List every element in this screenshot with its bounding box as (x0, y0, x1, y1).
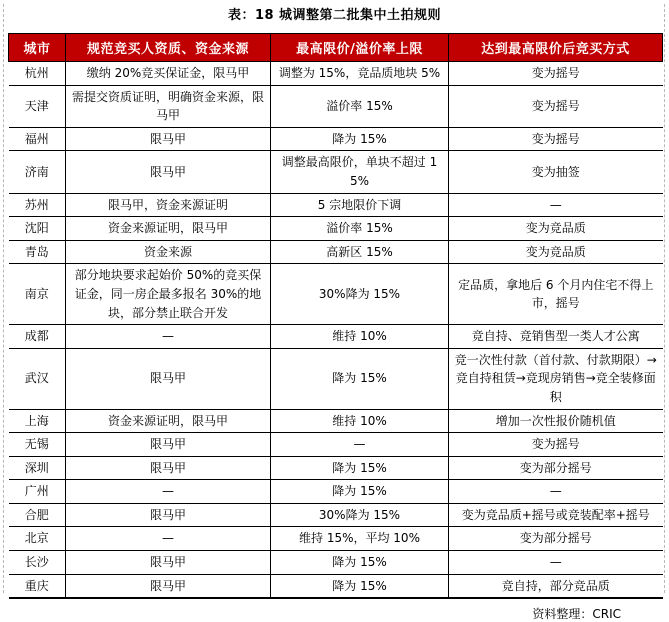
price-cap-cell: 溢价率 15% (271, 217, 449, 241)
city-cell: 重庆 (9, 574, 66, 598)
table-row (9, 151, 663, 193)
qualification-cell: 限马甲 (66, 348, 271, 409)
price-cap-cell: 降为 15% (271, 456, 449, 480)
price-cap-cell: 高新区 15% (271, 240, 449, 264)
qualification-cell: 需提交资质证明，明确资金来源，限马甲 (66, 85, 271, 127)
price-cap-cell: 30%降为 15% (271, 264, 449, 325)
table-row (9, 127, 663, 151)
header-qualification: 规范竞买人资质、资金来源 (66, 34, 271, 62)
table-row (9, 503, 663, 527)
qualification-cell: 缴纳 20%竞买保证金，限马甲 (66, 62, 271, 86)
document-page (0, 4, 669, 622)
bid-method-cell: 变为竞品质 (449, 240, 663, 264)
city-cell: 武汉 (9, 348, 66, 409)
city-cell: 福州 (9, 127, 66, 151)
bid-method-cell: 变为竞品质 (449, 217, 663, 241)
qualification-cell: — (66, 325, 271, 349)
city-cell: 长沙 (9, 551, 66, 575)
table-row (9, 433, 663, 457)
city-cell: 广州 (9, 480, 66, 504)
price-cap-cell: 维持 15%，平均 10% (271, 527, 449, 551)
city-cell: 无锡 (9, 433, 66, 457)
land-auction-rules-table (8, 33, 663, 599)
table-row (9, 325, 663, 349)
page-break-line-right (664, 4, 665, 593)
table-row (9, 480, 663, 504)
table-row (9, 409, 663, 433)
city-cell: 上海 (9, 409, 66, 433)
price-cap-cell: 维持 10% (271, 409, 449, 433)
city-cell: 北京 (9, 527, 66, 551)
qualification-cell: 资金来源证明，限马甲 (66, 409, 271, 433)
table-row (9, 217, 663, 241)
qualification-cell: 限马甲 (66, 456, 271, 480)
table-row (9, 85, 663, 127)
qualification-cell: 资金来源证明，限马甲 (66, 217, 271, 241)
table-row (9, 264, 663, 325)
price-cap-cell: 维持 10% (271, 325, 449, 349)
price-cap-cell: 30%降为 15% (271, 503, 449, 527)
qualification-cell: 限马甲 (66, 551, 271, 575)
bid-method-cell: 竞自持、竞销售型一类人才公寓 (449, 325, 663, 349)
qualification-cell: — (66, 480, 271, 504)
bid-method-cell: 变为摇号 (449, 62, 663, 86)
table-row (9, 551, 663, 575)
bid-method-cell: 变为摇号 (449, 127, 663, 151)
price-cap-cell: 5 宗地限价下调 (271, 193, 449, 217)
bid-method-cell: 变为部分摇号 (449, 527, 663, 551)
price-cap-cell: 调整最高限价，单块不超过 15% (271, 151, 449, 193)
bid-method-cell: 变为抽签 (449, 151, 663, 193)
price-cap-cell: 调整为 15%，竞品质地块 5% (271, 62, 449, 86)
table-row (9, 456, 663, 480)
table-row (9, 193, 663, 217)
qualification-cell: 部分地块要求起始价 50%的竞买保证金，同一房企最多报名 30%的地块，部分禁止联合开发 (66, 264, 271, 325)
qualification-cell: — (66, 527, 271, 551)
city-cell: 天津 (9, 85, 66, 127)
qualification-cell: 限马甲 (66, 127, 271, 151)
price-cap-cell: 降为 15% (271, 348, 449, 409)
qualification-cell: 限马甲 (66, 574, 271, 598)
city-cell: 苏州 (9, 193, 66, 217)
source-note: 资料整理：CRIC (532, 607, 621, 622)
price-cap-cell: — (271, 433, 449, 457)
bid-method-cell: — (449, 193, 663, 217)
price-cap-cell: 降为 15% (271, 127, 449, 151)
price-cap-cell: 降为 15% (271, 551, 449, 575)
header-price-cap: 最高限价/溢价率上限 (271, 34, 449, 62)
bid-method-cell: 竞自持，部分竞品质 (449, 574, 663, 598)
table-row (9, 240, 663, 264)
price-cap-cell: 溢价率 15% (271, 85, 449, 127)
table-row (9, 62, 663, 86)
qualification-cell: 限马甲 (66, 151, 271, 193)
city-cell: 青岛 (9, 240, 66, 264)
bid-method-cell: — (449, 551, 663, 575)
qualification-cell: 资金来源 (66, 240, 271, 264)
header-city: 城市 (9, 34, 66, 62)
qualification-cell: 限马甲，资金来源证明 (66, 193, 271, 217)
table-title: 表：18 城调整第二批集中土拍规则 (227, 8, 442, 23)
table-row (9, 574, 663, 598)
table-row (9, 527, 663, 551)
header-row (9, 34, 663, 62)
bid-method-cell: 变为摇号 (449, 85, 663, 127)
header-bid-method: 达到最高限价后竞买方式 (449, 34, 663, 62)
city-cell: 成都 (9, 325, 66, 349)
page-break-line-left (3, 4, 4, 593)
city-cell: 杭州 (9, 62, 66, 86)
bid-method-cell: 变为竞品质+摇号或竞装配率+摇号 (449, 503, 663, 527)
city-cell: 沈阳 (9, 217, 66, 241)
city-cell: 济南 (9, 151, 66, 193)
bid-method-cell: 变为摇号 (449, 433, 663, 457)
qualification-cell: 限马甲 (66, 433, 271, 457)
city-cell: 合肥 (9, 503, 66, 527)
city-cell: 深圳 (9, 456, 66, 480)
city-cell: 南京 (9, 264, 66, 325)
bid-method-cell: 变为部分摇号 (449, 456, 663, 480)
bid-method-cell: 竞一次性付款（首付款、付款期限）→竞自持租赁→竞现房销售→竞全装修面积 (449, 348, 663, 409)
table-row (9, 348, 663, 409)
bid-method-cell: 增加一次性报价随机值 (449, 409, 663, 433)
bid-method-cell: — (449, 480, 663, 504)
price-cap-cell: 降为 15% (271, 480, 449, 504)
qualification-cell: 限马甲 (66, 503, 271, 527)
price-cap-cell: 降为 15% (271, 574, 449, 598)
bid-method-cell: 定品质，拿地后 6 个月内住宅不得上市，摇号 (449, 264, 663, 325)
